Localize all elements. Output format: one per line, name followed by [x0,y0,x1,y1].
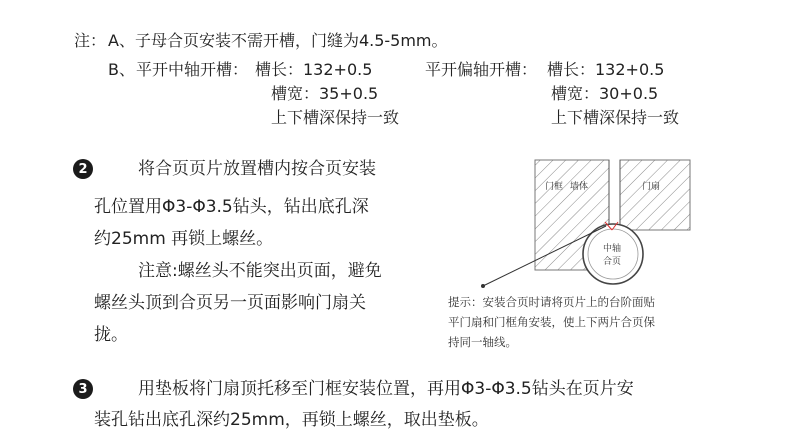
step-2-line-2: 孔位置用Φ3-Φ3.5钻头，钻出底孔深 [94,197,369,217]
note-a-text: A、子母合页安装不需开槽，门缝为4.5-5mm。 [108,31,448,50]
label-center-axis: 中轴 [603,244,622,254]
tip-line-3: 持同一轴线。 [448,335,517,349]
offset-axis-slot-width: 槽宽：30+0.5 [551,84,659,103]
center-axis-slot-width: 槽宽：35+0.5 [271,84,379,103]
center-axis-slot-title: 平开中轴开槽： [136,60,249,79]
label-door-leaf: 门扇 [642,182,661,192]
step-3-number-badge: 3 [73,379,93,399]
step-2-line-6: 拢。 [94,325,128,345]
tip-line-2: 平门扇和门框角安装，使上下两片合页保 [448,315,655,329]
label-wall: 墙体 [570,182,589,192]
label-hinge: 合页 [603,257,622,267]
step-3-line-2: 装孔钻出底孔深约25mm，再锁上螺丝，取出垫板。 [94,410,489,430]
step-2-line-5: 螺丝头顶到合页另一页面影响门扇关 [94,293,366,313]
note-b-label: B、 [108,60,135,79]
tip-line-1: 提示：安装合页时请将页片上的台阶面贴 [448,295,655,309]
step-2-line-4: 注意:螺丝头不能突出页面，避免 [138,261,382,281]
offset-axis-slot-title: 平开偏轴开槽： [425,60,538,79]
center-axis-slot-depth: 上下槽深保持一致 [271,108,400,127]
note-prefix: 注： [74,31,107,50]
step-2-number-badge: 2 [73,159,93,179]
door-leaf [620,160,690,230]
label-door-frame: 门框 [545,182,564,192]
offset-axis-slot-depth: 上下槽深保持一致 [551,108,680,127]
offset-axis-slot-length: 槽长：132+0.5 [547,60,665,79]
step-2-line-1: 将合页页片放置槽内按合页安装 [138,159,376,179]
center-axis-slot-length: 槽长：132+0.5 [255,60,373,79]
step-3-line-1: 用垫板将门扇顶托移至门框安装位置，再用Φ3-Φ3.5钻头在页片安 [138,379,634,399]
step-2-line-3: 约25mm 再锁上螺丝。 [94,229,274,249]
